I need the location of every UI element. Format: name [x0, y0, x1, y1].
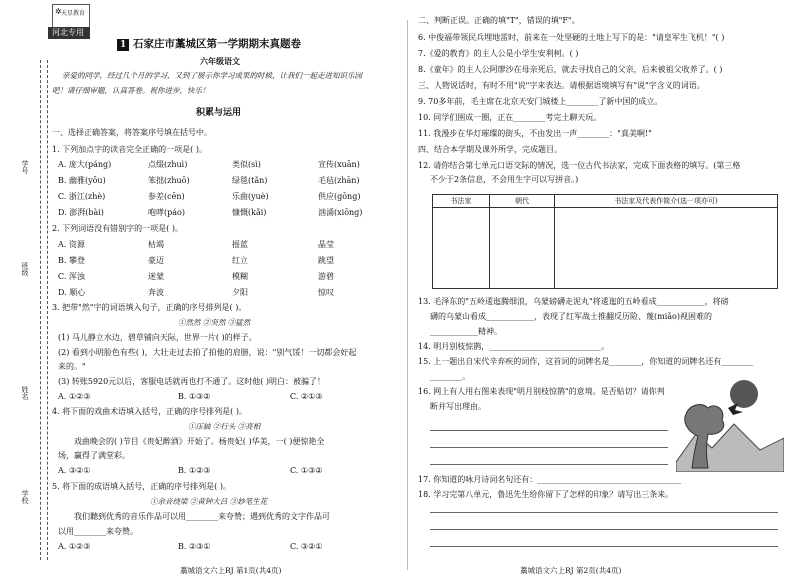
page-divider: [407, 20, 408, 570]
q5-ans-a: A. ①②③: [58, 542, 91, 551]
q2-c1: C. 浑浊: [58, 272, 85, 281]
table-header-intro: 书法家及代表作简介(选一项亦可): [555, 195, 778, 208]
q13-text-c: ____________精神。: [430, 327, 502, 336]
q3-ans-b: B. ①③②: [178, 392, 211, 401]
region-tag: [48, 27, 90, 39]
q1-c3: 乐曲(yuè): [232, 192, 269, 201]
q4-text: 4. 将下面的戏曲术语填入括号，正确的序号排列是( )。: [52, 407, 247, 416]
q5-options: ①余音绕梁 ②黄钟大吕 ③妙笔生花: [150, 497, 268, 506]
table-cell-intro[interactable]: [555, 208, 778, 289]
q3-text: 3. 把带"然"字的词语填入句子，正确的序号排列是( )。: [52, 303, 247, 312]
q4-ans-c: C. ①③②: [290, 466, 323, 475]
q2-b3: 红立: [232, 256, 248, 265]
judge-intro: 二、判断正误。正确的填"T"，错误的填"F"。: [418, 16, 580, 25]
page-title: 石家庄市藁城区第一学期期末真题卷: [133, 38, 301, 50]
q5-text: 5. 将下面的成语填入括号，正确的序号排列是( )。: [52, 482, 231, 491]
q1-c2: 参差(cēn): [148, 192, 185, 201]
q2-d1: D. 顺心: [58, 288, 86, 297]
q2-b2: 豪迈: [148, 256, 164, 265]
binding-line: [40, 60, 41, 560]
q1-a2: 点缀(zhuì): [148, 160, 188, 169]
q16-answer-line-2[interactable]: [430, 447, 668, 448]
q4-ans-a: A. ③②①: [58, 466, 91, 475]
moon-tree-illustration: [676, 372, 784, 472]
q5-ans-b: B. ②③①: [178, 542, 211, 551]
q2-c2: 迷蒙: [148, 272, 164, 281]
intro-line-2: 吧！请仔细审题，认真答卷。祝你进步，快乐！: [52, 86, 210, 95]
brand-logo: [52, 4, 90, 28]
q1-b3: 绿毯(tǎn): [232, 176, 268, 185]
q2-b1: B. 攀登: [58, 256, 85, 265]
q3-sentence-2a: (2) 看到小明脸色有些( )，大壮走过去拍了拍他的肩膀，说："别气馁！一切都会好起: [58, 348, 357, 357]
q2-b4: 跳望: [318, 256, 334, 265]
q4-ans-b: B. ①②③: [178, 466, 211, 475]
q16-answer-line-3[interactable]: [430, 464, 668, 465]
q1-d2: 咆哮(páo): [148, 208, 185, 217]
q5-ans-c: C. ③②①: [290, 542, 323, 551]
q12-text-b: 不少于2条信息，不会用生字可以写拼音。): [430, 175, 579, 184]
moon-icon: [730, 380, 758, 408]
fill-intro: 三、人物说话时，有时不用"说"字来表达。请根据语境填写有"说"字含义的词语。: [418, 81, 705, 90]
q2-text: 2. 下列词语没有错别字的一项是( )。: [52, 224, 183, 233]
q3-sentence-1: (1) 马儿静立水边，碧草铺向天际，世界一片( )的样子。: [58, 333, 257, 342]
q2-c3: 模糊: [232, 272, 248, 281]
q18-answer-line-1[interactable]: [430, 512, 778, 513]
q-intro: 一、选择正确答案，将答案序号填在括号中。: [52, 128, 212, 137]
table-cell-name[interactable]: [433, 208, 490, 289]
brand-name: 天星教育: [61, 10, 86, 17]
q1-text: 1. 下列加点字的读音完全正确的一项是( )。: [52, 145, 207, 154]
q1-b1: B. 幽雅(yōu): [58, 176, 106, 185]
side-label-id: 学号: [21, 160, 29, 174]
q13-text-a: 13. 毛泽东的"五岭逶迤腾细浪，乌蒙磅礴走泥丸"将逶迤的五岭看成____________，将磅: [418, 297, 729, 306]
title-badge-num: 1: [120, 40, 127, 50]
q16-text-b: 断并写出理由。: [430, 402, 486, 411]
calligrapher-table: [432, 194, 778, 289]
q1-a3: 类似(sì): [232, 160, 261, 169]
intro-line-1: 亲爱的同学，经过几个月的学习，又到了展示你学习成果的时候，让我们一起走进知识乐园: [62, 71, 362, 80]
q14-text: 14. 明月别枝惊鹊，____________________________。: [418, 342, 610, 351]
footer-left: 藁城语文六上RJ 第1页(共4页): [180, 566, 282, 575]
q16-text-a: 16. 网上有人用右图来表现"明月别枝惊鹊"的意境。是否贴切？请你判: [418, 387, 665, 396]
q3-ans-c: C. ②①③: [290, 392, 323, 401]
q18-answer-line-2[interactable]: [430, 529, 778, 530]
region-label: 河北专用: [52, 28, 84, 37]
q5-passage-2: 以用________来夸赞。: [58, 527, 138, 536]
q1-c4: 供应(gōng): [318, 192, 361, 201]
q2-c4: 游碧: [318, 272, 334, 281]
q1-b4: 毛毡(zhān): [318, 176, 360, 185]
q1-a1: A. 庞大(páng): [58, 160, 112, 169]
j6-text: 6. 中俊福带领民兵埋地雷时，前来在一处坚硬的土地上写下的是："请皇军生飞机！"( ): [418, 33, 725, 42]
q16-answer-line-1[interactable]: [430, 430, 668, 431]
j7-text: 7.《爱的教育》的主人公是小学生安利柯。( ): [418, 49, 579, 58]
q2-a2: 枯竭: [148, 240, 164, 249]
side-label-class: 班级: [21, 262, 29, 276]
q3-options: ①然然 ②突然 ③猛然: [178, 318, 251, 327]
f9-text: 9. 70多年前，毛主席在北京天安门城楼上________了新中国的成立。: [418, 97, 663, 106]
q2-a4: 晶莹: [318, 240, 334, 249]
q5-passage-1: 我们聽到优秀的音乐作品可以用________来夸赞；遇到优秀的文字作品可: [74, 512, 330, 521]
q18-text: 18. 学习完第八单元，鲁迅先生给你留下了怎样的印象？请写出三条来。: [418, 490, 674, 499]
q3-sentence-3: (3) 转账5920元以后，客服电话就再也打不通了。这时他( )明白：被骗了！: [58, 377, 326, 386]
q1-b2: 笨拙(zhuō): [148, 176, 190, 185]
q12-text-a: 12. 请你结合第七单元口语交际的情况，选一位古代书法家，完成下面表格的填写。(第三格: [418, 161, 741, 170]
page-subtitle: 六年级语文: [200, 56, 240, 66]
q2-a3: 摇蓝: [232, 240, 248, 249]
q1-a4: 宣传(xuān): [318, 160, 360, 169]
q4-passage-1: 戏曲晚会的( )节目《贵妃醉酒》开始了。杨贵妃( )华美，一( )便惊艳全: [74, 437, 325, 446]
q15-text-b: ________。: [430, 372, 470, 381]
table-header-name: 书法家: [433, 195, 490, 208]
binding-line-inner: [47, 60, 48, 560]
q1-d4: 汹涌(xiōng): [318, 208, 363, 217]
f11-text: 11. 我漫步在华灯璀璨的街头，不由发出一声________："真美啊!": [418, 129, 652, 138]
footer-right: 藁城语文六上RJ 第2页(共4页): [520, 566, 622, 575]
j8-text: 8.《童年》的主人公阿廖沙在母亲死后，就去寻找自己的父亲，后来被祖父收养了。( ): [418, 65, 723, 74]
q4-passage-2: 场，赢得了满堂彩。: [58, 451, 130, 460]
q17-text: 17. 你知道的咏月诗词名句还有：____________________________________: [418, 475, 682, 484]
f10-text: 10. 同学们围成一圈，正在________考完土聊天玩。: [418, 113, 602, 122]
side-label-school: 学校: [21, 490, 29, 504]
q15-text-a: 15. 上一题出自宋代辛弃疾的词作，这首词的词牌名是________，你知道的词牌名还有________: [418, 357, 754, 366]
q2-d3: 夕阳: [232, 288, 248, 297]
brand-icon: ✲: [55, 7, 62, 16]
q3-ans-a: A. ①②③: [58, 392, 91, 401]
sect4-text: 四、结合本学期及课外所学，完成题目。: [418, 145, 562, 154]
side-label-name: 姓名: [21, 386, 29, 400]
q1-c1: C. 浙江(zhè): [58, 192, 106, 201]
section-title: 积累与运用: [196, 108, 242, 118]
q3-sentence-2b: 来的。": [58, 362, 86, 371]
q2-d2: 奔波: [148, 288, 164, 297]
q1-d1: D. 澎湃(bài): [58, 208, 104, 217]
table-cell-dynasty[interactable]: [490, 208, 555, 289]
q4-options: ①压轴 ②行头 ③亮相: [188, 422, 261, 431]
q2-a1: A. 资源: [58, 240, 85, 249]
q13-text-b: 礴的乌蒙山看成____________，表现了红军战士推翻反历险、蔑(miǎo)视困难的: [430, 312, 712, 321]
table-header-dynasty: 朝代: [490, 195, 555, 208]
q18-answer-line-3[interactable]: [430, 546, 778, 547]
q1-d3: 慷慨(kǎi): [232, 208, 267, 217]
q2-d4: 惊叹: [318, 288, 334, 297]
